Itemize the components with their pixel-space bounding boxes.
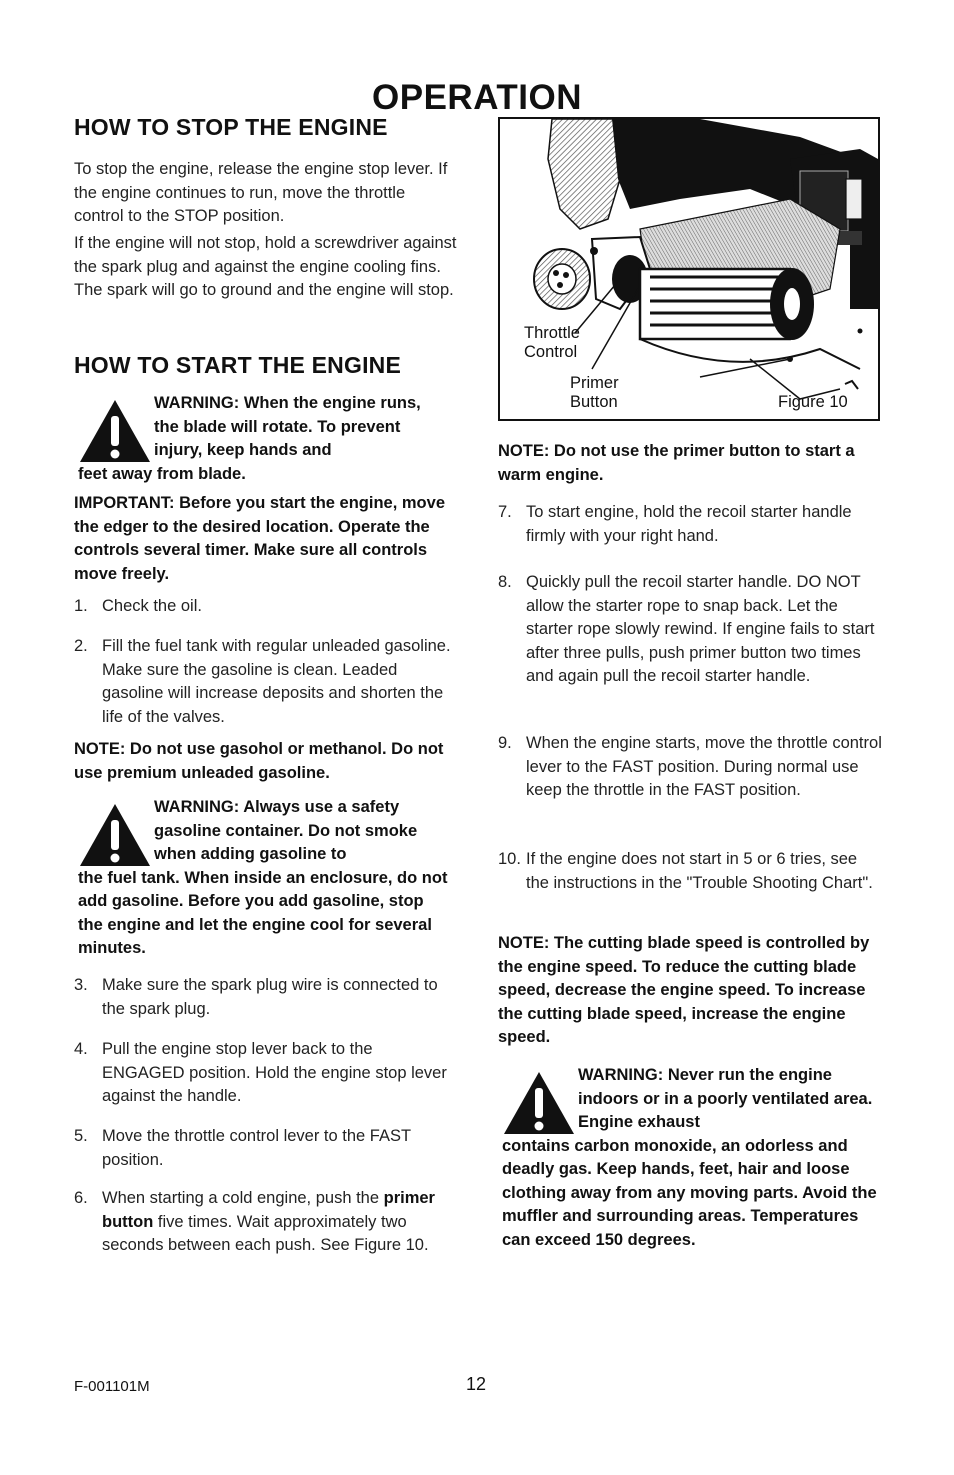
warning-2-lead: WARNING: Always use a safety gasoline container. Do not smoke when adding gasoline to [154,798,418,863]
list-item-number: 6. [74,1189,88,1207]
warning-blade-rotation [78,392,444,486]
list-item-4 [74,1038,459,1109]
document-code: F-001101M [74,1378,150,1395]
warning-triangle-icon [78,398,152,464]
list-item-number: 1. [74,597,88,615]
throttle-label-line-2: Control [524,343,578,361]
list-item-6 [74,1187,459,1258]
item-6-primer-emphasis: primer button [102,1189,435,1231]
list-item-number: 3. [74,976,88,994]
list-item-10 [498,848,883,895]
warning-triangle-icon [78,802,152,868]
start-engine-heading: HOW TO START THE ENGINE [74,352,402,378]
list-item-7 [498,501,883,548]
list-item-5 [74,1125,459,1172]
stop-engine-paragraph-1: To stop the engine, release the engine stop lever. If the engine continues to run, move the throttle control to the STOP position. [74,160,448,225]
list-item-number: 10. [498,850,521,868]
stop-engine-heading: HOW TO STOP THE ENGINE [74,114,388,140]
list-item-text: Quickly pull the recoil starter handle. DO NOT allow the starter rope to snap back. Let the starter rope slowly rewind. If engine fails to start after three pulls, push primer button two times and again pull the recoil starter handle. [526,573,875,685]
list-item-text: Move the throttle control lever to the FAST position. [102,1127,411,1169]
note-gasohol: NOTE: Do not use gasohol or methanol. Do not use premium unleaded gasoline. [74,740,444,782]
item-6-text-pre: When starting a cold engine, push the [102,1189,384,1207]
list-item-text: Fill the fuel tank with regular unleaded gasoline. Make sure the gasoline is clean. Leaded gasoline will increase deposits and shorten the life of the valves. [102,637,451,726]
list-item-9 [498,732,883,803]
list-item-1 [74,595,459,619]
list-item-number: 2. [74,637,88,655]
warning-3-rest: contains carbon monoxide, an odorless and deadly gas. Keep hands, feet, hair and loose clothing away from any moving parts. Avoid the muffler and surrounding areas. Temperatures can exceed 150 degrees. [502,1136,877,1249]
note-primer-warm-engine: NOTE: Do not use the primer button to start a warm engine. [498,442,855,484]
list-item-number: 8. [498,573,512,591]
item-6-text-post: five times. Wait approximately two seconds between each push. See Figure 10. [102,1212,429,1254]
figure-caption: Figure 10 [778,393,848,411]
list-item-text: Make sure the spark plug wire is connected to the spark plug. [102,976,438,1018]
note-blade-speed: NOTE: The cutting blade speed is controlled by the engine speed. To reduce the cutting blade speed, decrease the engine speed. To increase the cutting blade speed, increase the engine speed. [498,934,870,1046]
primer-label-line-1: Primer [570,374,619,392]
stop-engine-paragraph-2: If the engine will not stop, hold a screwdriver against the spark plug and against the engine cooling fins. The spark will go to ground and the engine will stop. [74,234,457,299]
throttle-label-line-1: Throttle [524,324,580,342]
warning-3-lead: WARNING: Never run the engine indoors or in a poorly ventilated area. Engine exhaust [578,1066,873,1131]
warning-2-rest: the fuel tank. When inside an enclosure, do not add gasoline. Before you add gasoline, stop the engine and let the engine cool for several minutes. [78,868,448,957]
list-item-text: Check the oil. [102,597,202,615]
list-item-text: Pull the engine stop lever back to the ENGAGED position. Hold the engine stop lever against the handle. [102,1040,447,1105]
list-item-text: To start engine, hold the recoil starter handle firmly with your right hand. [526,503,852,545]
primer-label-line-2: Button [570,393,618,411]
page-title: OPERATION [372,78,582,117]
list-item-2 [74,635,459,729]
engine-illustration [500,119,878,419]
list-item-number: 5. [74,1127,88,1145]
page-number: 12 [466,1374,487,1394]
list-item-3 [74,974,459,1021]
list-item-text: When the engine starts, move the throttle control lever to the FAST position. During normal use keep the throttle in the FAST position. [526,734,882,799]
warning-carbon-monoxide [502,1064,884,1252]
figure-10-engine-illustration [498,117,880,421]
list-item-8 [498,571,883,689]
warning-1-rest: feet away from blade. [78,464,246,483]
list-item-number: 9. [498,734,512,752]
list-item-number: 7. [498,503,512,521]
important-note: IMPORTANT: Before you start the engine, move the edger to the desired location. Operate the controls several timer. Make sure all controls move freely. [74,494,445,583]
list-item-text: If the engine does not start in 5 or 6 tries, see the instructions in the "Trouble Shooting Chart". [526,850,873,892]
warning-1-lead: WARNING: When the engine runs, the blade will rotate. To prevent injury, keep hands and [154,394,421,459]
warning-gasoline-safety [78,796,448,961]
warning-triangle-icon [502,1070,576,1136]
list-item-number: 4. [74,1040,88,1058]
